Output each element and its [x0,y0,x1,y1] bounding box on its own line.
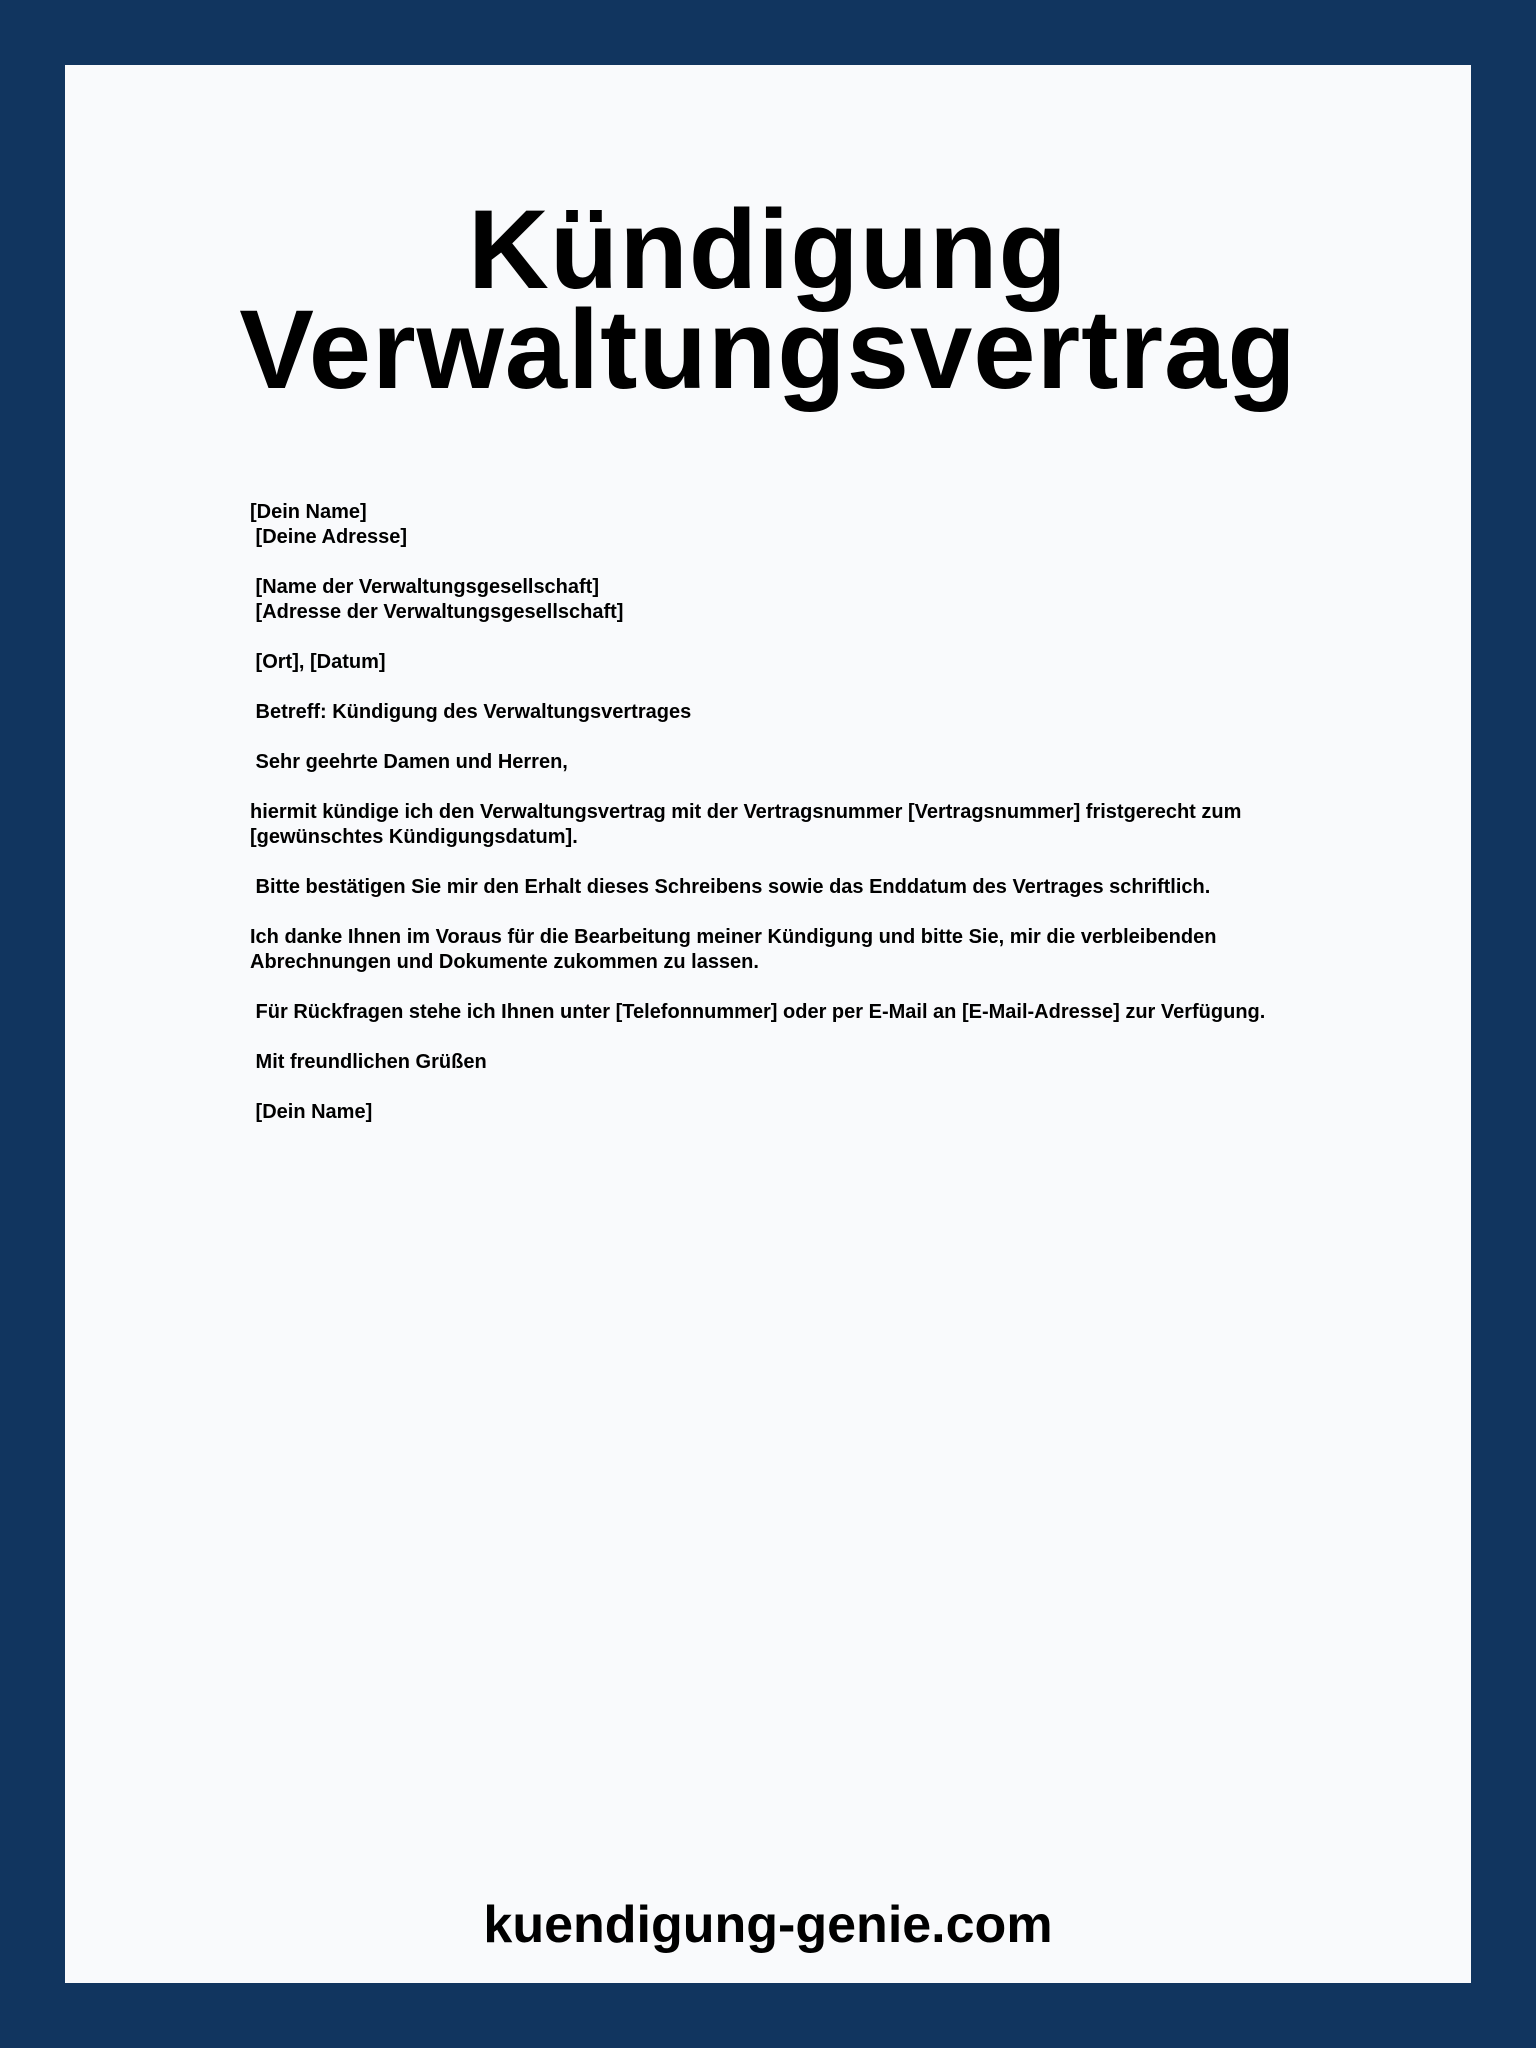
paragraph-3-line-2: Abrechnungen und Dokumente zukommen zu lassen. [250,951,759,973]
salutation: Sehr geehrte Damen und Herren, [250,751,568,773]
footer-website: kuendigung-genie.com [483,1896,1053,1954]
paragraph-4: Für Rückfragen stehe ich Ihnen unter [Telefonnummer] oder per E-Mail an [E-Mail-Adresse] zur Verfügung. [250,1001,1266,1023]
paragraph-2: Bitte bestätigen Sie mir den Erhalt dieses Schreibens sowie das Enddatum des Vertrages schriftlich. [250,876,1211,898]
signature: [Dein Name] [250,1101,373,1123]
recipient-name: [Name der Verwaltungsgesellschaft] [250,576,600,598]
spacer [250,625,1330,650]
paragraph-1-line-2: [gewünschtes Kündigungsdatum]. [250,826,578,848]
spacer [250,850,1330,875]
sender-name: [Dein Name] [250,501,367,523]
recipient-address: [Adresse der Verwaltungsgesellschaft] [250,601,624,623]
sender-address: [Deine Adresse] [250,526,408,548]
letter-body [250,500,1330,1125]
spacer [250,725,1330,750]
letter-page [65,65,1471,1983]
subject-line: Betreff: Kündigung des Verwaltungsvertrages [250,701,692,723]
title-line-2: Verwaltungsvertrag [239,287,1297,412]
title-line-1: Kündigung [468,187,1068,312]
spacer [250,975,1330,1000]
spacer [250,1075,1330,1100]
spacer [250,675,1330,700]
paragraph-1-line-1: hiermit kündige ich den Verwaltungsvertrag mit der Vertragsnummer [Vertragsnummer] fristgerecht zum [250,801,1242,823]
spacer [250,1025,1330,1050]
paragraph-3-line-1: Ich danke Ihnen im Voraus für die Bearbeitung meiner Kündigung und bitte Sie, mir die verbleibenden [250,926,1217,948]
spacer [250,900,1330,925]
closing: Mit freundlichen Grüßen [250,1051,487,1073]
page-title [65,187,1471,412]
place-date: [Ort], [Datum] [250,651,386,673]
spacer [250,775,1330,800]
spacer [250,550,1330,575]
